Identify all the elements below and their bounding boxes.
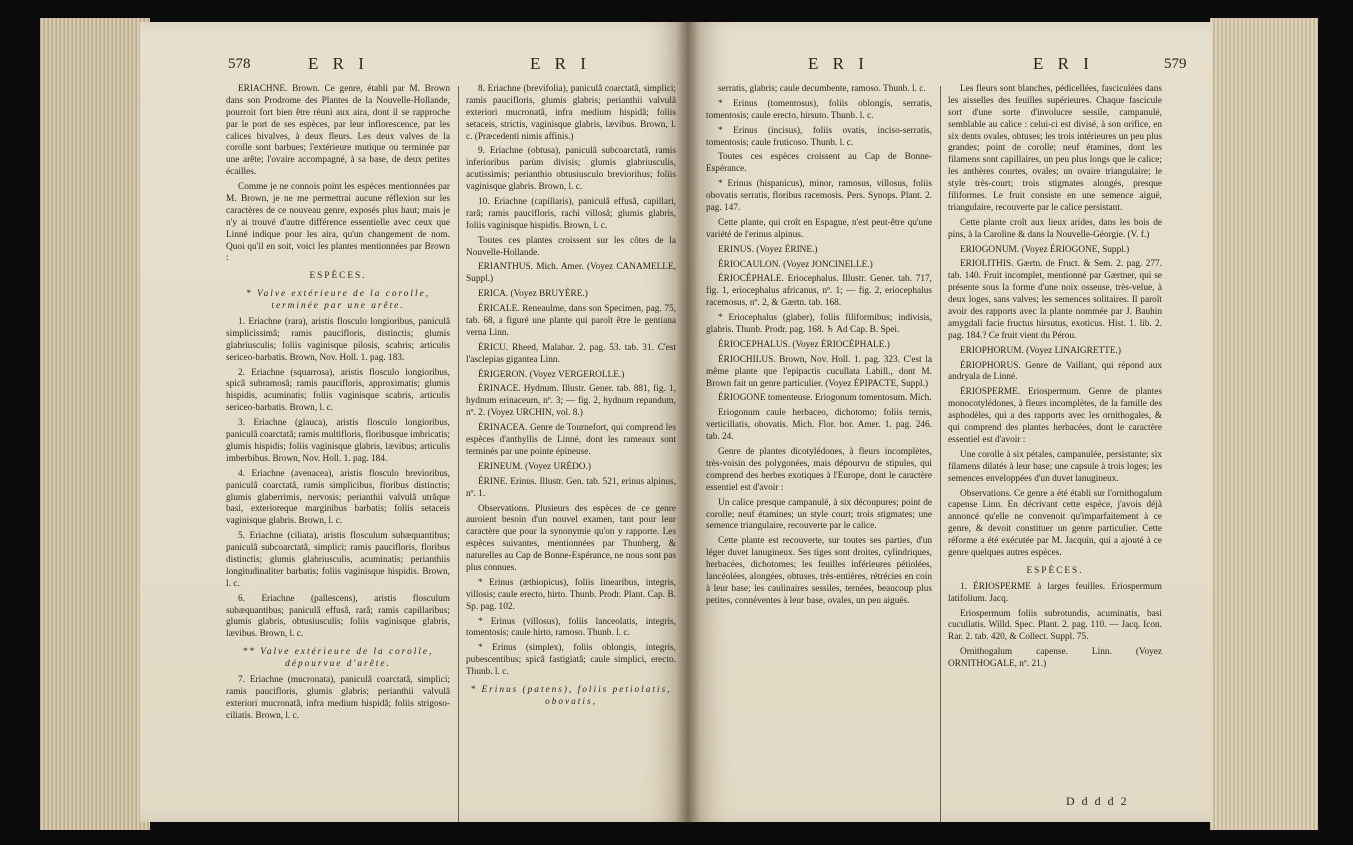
paragraph: ** Valve extérieure de la corolle, dépourvue d'arête.	[242, 647, 434, 670]
paragraph: ÉRIOCHILUS. Brown, Nov. Holl. 1. pag. 323. C'est la même plante que l'epipactis cucullata Labill., dont M. Brown fait un genre particulier. (Voyez ÉPIPACTE, Suppl.)	[706, 354, 932, 389]
paragraph: ESPÈCES.	[1026, 565, 1084, 576]
column-rule	[940, 86, 941, 822]
paragraph: ÉRIOGONE tomenteuse. Eriogonum tomentosum. Mich.	[718, 393, 932, 404]
paragraph: 1. ÉRIOSPERME à larges feuilles. Eriospermum latifolium. Jacq.	[948, 581, 1162, 604]
paragraph: ÉRIOCEPHALUS. (Voyez ÉRIOCÉPHALE.)	[718, 339, 890, 350]
paragraph: ERICA. (Voyez BRUYÈRE.)	[478, 289, 588, 300]
paragraph: * Erinus (villosus), foliis lanceolatis, integris, tomentosis; caule hirto, ramoso. Thunb. l. c.	[466, 616, 676, 639]
paragraph: ÉRICALE. Reneaulme, dans son Specimen, pag. 75, tab. 68, a figuré une plante qui paroît être le gentiana verna Linn.	[466, 304, 676, 338]
book-edge-left	[40, 18, 150, 830]
paragraph: ERIANTHUS. Mich. Amer. (Voyez CANAMELLE, Suppl.)	[466, 262, 676, 285]
paragraph: Eriogonum caule herbaceo, dichotomo; foliis ternis, verticillatis, obovatis. Mich. Flor. bor. Amer. 1. pag. 246. tab. 24.	[706, 408, 932, 443]
left-page	[140, 22, 688, 822]
paragraph: 3. Eriachne (glauca), aristis flosculo longioribus, paniculâ coarctatâ; ramis multifloris, floribusque imbricatis; glumis hispidis; foliis vaginisque glabris, lævibus; articulis imberbibus. Brown, Nov. Holl. 1. pag. 184.	[226, 418, 450, 464]
paragraph: ÉRINE. Erinus. Illustr. Gen. tab. 521, erinus alpinus, nº. 1.	[466, 476, 676, 499]
paragraph: ÉRINACEA. Genre de Tournefort, qui comprend les espèces d'anthyllis de Linné, dont les rameaux sont terminés par une pointe épineuse.	[466, 423, 676, 457]
paragraph: Ornithogalum capense. Linn. (Voyez ORNITHOGALE, nº. 21.)	[948, 647, 1162, 670]
paragraph: ÉRIGERON. (Voyez VERGEROLLE.)	[478, 369, 625, 380]
running-header: E R I	[308, 54, 369, 73]
running-header: E R I	[530, 54, 591, 73]
paragraph: ÉRIOSPERME. Eriospermum. Genre de plantes monocotylédones, à fleurs incomplètes, de la famille des asphodèles, qui a des rapports avec les ornithogales, & qui comprend des plantes herbacées, dont le caractère essentiel est d'avoir :	[948, 387, 1162, 445]
paragraph: 5. Eriachne (ciliata), aristis flosculum subæquantibus; paniculâ subcoarctatâ, simplici; ramis paucifloris, floribus distinctis; glumis glabriusculis, acuminatis; perianthiis longitudinaliter barbatis; foliis vaginisque hispidis. Brown, l. c.	[226, 531, 450, 589]
paragraph: ERINEUM. (Voyez URÉDO.)	[478, 461, 591, 472]
text-column-1	[226, 84, 450, 726]
paragraph: ÉRINACE. Hydnum. Illustr. Gener. tab. 881, fig. 1, hydnum erinaceum, nº. 3; — fig. 2, hydnum repandum, nº. 2. (Voyez URCHIN, vol. 8.)	[466, 384, 676, 419]
paragraph: ÉRICU. Rheed, Malabar. 2. pag. 53. tab. 31. C'est l'asclepias gigantea Linn.	[466, 342, 676, 365]
paragraph: Observations. Ce genre a été établi sur l'ornithogalum capense Linn. En décrivant cette espèce, j'avois déjà annoncé qu'elle ne convenoit qu'imparfaitement à ce genre, & devoit constituer un genre particulier. Cette réforme a été exécutée par M. Jacquin, qui a ajouté à ce genre quelques autres espèces.	[948, 488, 1162, 558]
paragraph: ÉRIOCAULON. (Voyez JONCINELLE.)	[718, 259, 873, 270]
paragraph: Comme je ne connois point les espèces mentionnées par M. Brown, je ne me permettrai aucune réflexion sur les caractères de ce nouveau genre, exposés plus haut; mais je n'y ai trouvé d'autre différence essentielle avec ceux que Linné indique pour les aira, qu'un changement de nom. Quoi qu'il en soit, voici les plantes mentionnées par Brown :	[226, 182, 450, 264]
paragraph: * Erinus (patens), foliis petiolatis, obovatis,	[470, 684, 672, 707]
paragraph: Une corolle à six pétales, campanulée, persistante; six filamens dilatés à leur base; une capsule à trois loges; les semences enveloppées d'un duvet lanugineux.	[948, 449, 1162, 484]
paragraph: 9. Eriachne (obtusa), paniculâ subcoarctatâ, ramis inferioribus parùm divisis; glumis glabriusculis, acutissimis; perianthio obtusiusculo breviorihus; foliis vaginisque glabris. Brown, l. c.	[466, 146, 676, 193]
paragraph: 6. Eriachne (pallescens), aristis flosculum subæquantibus; paniculâ effusâ, rarâ; ramis capillaribus; glumis glabris, obtusiusculis; foliis vaginisque glabris, lævibus. Brown, l. c.	[226, 593, 450, 640]
page-number: 578	[228, 56, 251, 72]
right-page	[688, 22, 1212, 822]
paragraph: 7. Eriachne (mucronata), paniculâ coarctatâ, simplici; ramis paucifloris, glumis glabris; perianthii valvulâ exteriori mucronatâ, infra medium hispidâ; foliis strigoso-ciliatis. Brown, l. c.	[226, 674, 450, 721]
text-column-2	[948, 84, 1162, 674]
paragraph: 8. Eriachne (brevifolia), paniculâ coarctatâ, simplici; ramis paucifloris, glumis glabris; perianthii valvulâ exteriori mucronatâ, infra medium hispidâ; foliis setaceis, strictis, vaginisque glabris, lævibus. Brown, l. c. (Præcedenti nimis affinis.)	[466, 84, 676, 142]
paragraph: * Eriocephalus (glaber), foliis filiformibus; indivisis, glabris. Thunb. Prodr. pag. 168. ♄ Ad Cap. B. Spei.	[706, 313, 932, 336]
paragraph: ÉRIOPHORUS. Genre de Vaillant, qui répond aux andryala de Linné.	[948, 360, 1162, 383]
paragraph: 10. Eriachne (capillaris), paniculâ effusâ, capillari, rarâ; ramis paucifloris, rachi villosâ; glumis glabris, foliis vaginisque hispidis. Brown, l. c.	[466, 197, 676, 231]
paragraph: ERIOPHORUM. (Voyez LINAIGRETTE.)	[960, 345, 1121, 356]
paragraph: * Erinus (simplex), foliis oblongis, integris, pubescentibus; spicâ fastigiatâ; caule simplici, erecto. Thunb. l. c.	[466, 643, 676, 678]
paragraph: ERINUS. (Voyez ÉRINE.)	[718, 244, 818, 255]
paragraph: 4. Eriachne (avenacea), aristis flosculo brevioribus, paniculâ coarctatâ, ramis simplicibus, floribus distinctis; glumis glaberrimis, nervosis; perianthii valvulâ utrâque basi, exterioreque marginibus barbatis; foliis setaceis vaginisque glabris. Brown, l. c.	[226, 468, 450, 527]
paragraph: ERIACHNE. Brown. Ce genre, établi par M. Brown dans son Prodrome des Plantes de la Nouvelle-Hollande, pourroit fort bien être réuni aux aira, dont il se rapproche par le port de ses espèces, par leur inflorescence, par les calices bivalves, à deux fleurs. Les deux valves de la corolle sont barbues; l'extérieure mutique ou terminée par une arête; l'ovaire accompagné, à sa base, de deux petites écailles.	[226, 84, 450, 178]
paragraph: ERIOLITHIS. Gærtn. de Fruct. & Sem. 2. pag. 277. tab. 140. Fruit incomplet, mentionné par Gærtner, qui se présente sous la forme d'une noix osseuse, très-velue, à deux loges, sans valves; les semences solitaires. Il paroît avoir des rapports avec la plante nommée par J. Bauhin amygdali facie fructus hirsutus, exoticus. Hist. 1. lib. 2. pag. 184.? Ce fruit vient du Pérou.	[948, 259, 1162, 341]
paragraph: ÉRIOCÉPHALE. Eriocephalus. Illustr. Gener. tab. 717, fig. 1, eriocephalus africanus, nº. 1; — fig. 2, eriocephalus racemosus, nº. 2, & Gærtn. tab. 168.	[706, 274, 932, 309]
paragraph: * Erinus (hispanicus), minor, ramosus, villosus, foliis obovatis serratis, floribus racemosis. Pers. Synops. Plant. 2. pag. 147.	[706, 179, 932, 214]
paragraph: 1. Eriachne (rara), aristis flosculo longioribus, paniculâ simplicissimâ; ramis paucifloris, distinctis; glumis glabriusculis; foliis vaginisque pilosis, scabris; articulis sericeo-barbatis. Brown, Nov. Holl. 1. pag. 183.	[226, 317, 450, 363]
running-header: E R I	[1033, 54, 1094, 73]
paragraph: Toutes ces espèces croissent au Cap de Bonne-Espérance.	[706, 152, 932, 175]
page-number: 579	[1164, 56, 1187, 72]
book-gutter	[676, 20, 700, 825]
paragraph: ESPÈCES.	[309, 271, 367, 282]
paragraph: Toutes ces plantes croissent sur les côtes de la Nouvelle-Hollande.	[466, 235, 676, 258]
paragraph: Observations. Plusieurs des espèces de ce genre auroient besoin d'un nouvel examen, tant pour leur caractère que pour la synonymie qu'on y rapporte. Les espèces suivantes, mentionnées par Thunberg, & naturelles au Cap de Bonne-Espérance, ne nous sont pas plus connues.	[466, 503, 676, 573]
book-edge-right	[1210, 18, 1318, 830]
paragraph: Cette plante croît aux lieux arides, dans les bois de pins, à la Caroline & dans la Nouvelle-Géorgie. (V. f.)	[948, 217, 1162, 240]
paragraph: 2. Eriachne (squarrosa), aristis flosculo longioribus, spicâ subramosâ; ramis paucifloris, approximatis; glumis hispidis, acuminatis; foliis vaginisque scabris, articulis sericeo-barbatis. Brown, l. c.	[226, 367, 450, 414]
paragraph: * Erinus (tomentosus), foliis oblongis, serratis, tomentosis; caule erecto, hirsuto. Thunb. l. c.	[706, 98, 932, 121]
paragraph: * Erinus (æthiopicus), foliis linearibus, integris, villosis; caule erecto, hirto. Thunb. Prodr. Plant. Cap. B. Sp. pag. 102.	[466, 577, 676, 612]
signature-mark: D d d d 2	[1066, 794, 1129, 808]
paragraph: ERIOGONUM. (Voyez ÉRIOGONE, Suppl.)	[960, 244, 1130, 255]
paragraph: serratis, glabris; caule decumbente, ramoso. Thunb. l. c.	[718, 84, 926, 94]
paragraph: Les fleurs sont blanches, pédicellées, fasciculées dans les aisselles des feuilles supérieures. Chaque fascicule sort d'une sorte d'involucre sessile, campanulé, semblable au calice : celui-ci est divisé, à son orifice, en six dents ovales, obtuses; les trois intérieures un peu plus grandes; point de corolle; neuf étamines, dont les filamens sont capillaires, un peu plus longs que le calice; les anthères courtes, ovales; un ovaire triangulaire; le style très-court; trois stigmates alongés, presque filiformes. Le fruit consiste en une semence aiguë, triangulaire, recouverte par le calice persistant.	[948, 84, 1162, 213]
paragraph: Un calice presque campanulé, à six découpures; point de corolle; neuf étamines; un style court; trois stigmates; une semence triangulaire, recouverte par le calice.	[706, 497, 932, 532]
paragraph: Cette plante, qui croît en Espagne, n'est peut-être qu'une variété de l'erinus alpinus.	[706, 217, 932, 240]
text-column-2	[466, 84, 676, 713]
text-column-1	[706, 84, 932, 611]
column-rule	[458, 86, 459, 822]
running-header: E R I	[808, 54, 869, 73]
paragraph: * Valve extérieure de la corolle, terminée par une arête.	[245, 289, 431, 312]
paragraph: Cette plante est recouverte, sur toutes ses parties, d'un léger duvet lanugineux. Ses tiges sont droites, cylindriques, herbacées, dichotomes; les feuilles inférieures pétiolées, lancéolées, alongées, obtuses, très-entières, rétrécies en coin à leur base; les caulinaires sessiles, ternées, beaucoup plus petites, connéventes à leur base, ovales, un peu aiguës.	[706, 536, 932, 606]
paragraph: * Erinus (incisus), foliis ovatis, inciso-serratis, tomentosis; caule fruticoso. Thunb. l. c.	[706, 125, 932, 148]
paragraph: Genre de plantes dicotylédones, à fleurs incomplètes, très-voisin des polygonées, mais dépourvu de stipules, qui comprend des herbes exotiques à l'Europe, dont le caractère essentiel est d'avoir :	[706, 447, 932, 493]
paragraph: Eriospermum foliis subrotundis, acuminatis, basi cucullatis. Willd. Spec. Plant. 2. pag. 110. — Jacq. Icon. Rar. 2. tab. 420, & Collect. Suppl. 75.	[948, 608, 1162, 643]
